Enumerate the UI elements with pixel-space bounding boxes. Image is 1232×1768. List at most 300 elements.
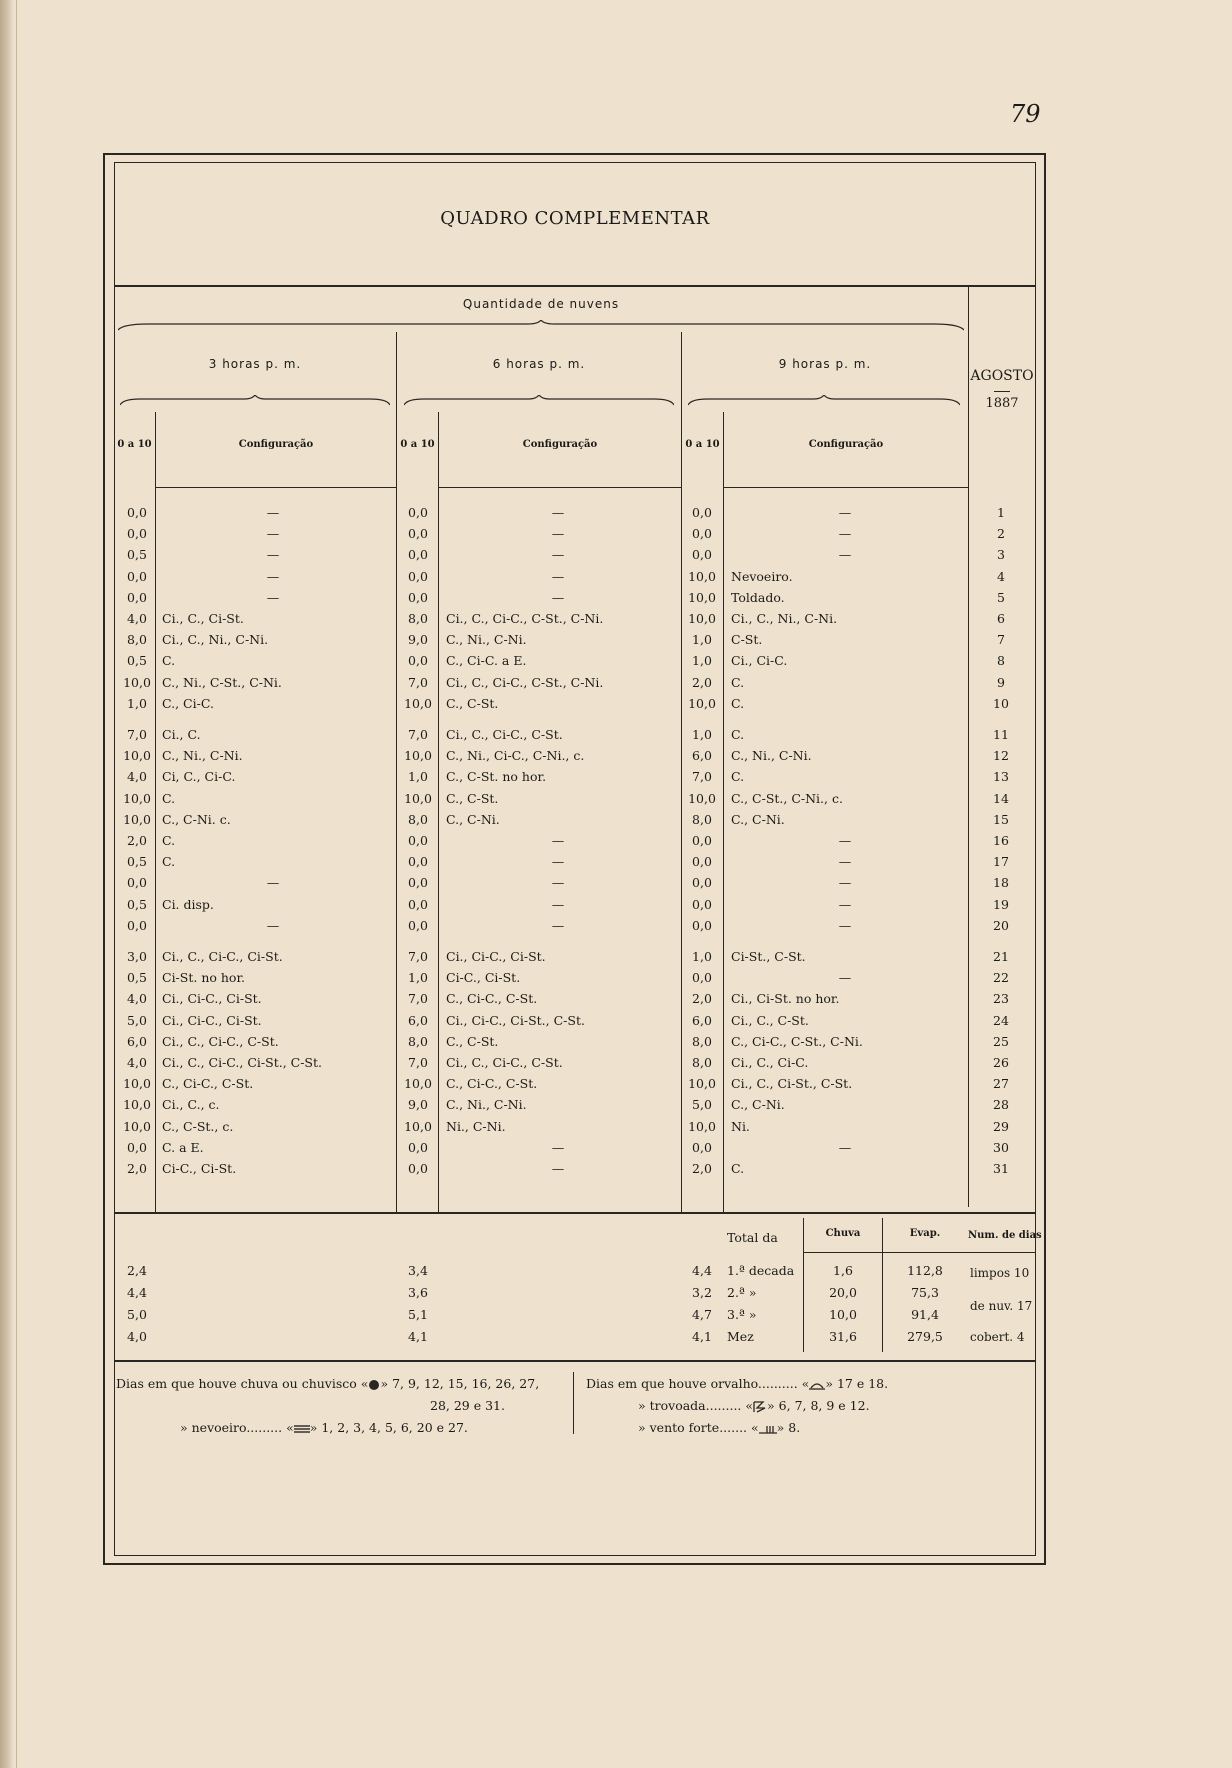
cloud-amount: 2,0: [127, 833, 147, 848]
cloud-amount: 0,0: [408, 897, 428, 912]
cloud-amount: 6,0: [127, 1034, 147, 1049]
cloud-amount: 0,0: [408, 569, 428, 584]
cloud-configuration: Ci., Ci-St. no hor.: [731, 991, 840, 1006]
evap-total: 112,8: [907, 1263, 943, 1278]
cloud-configuration: —: [838, 875, 852, 890]
cloud-amount: 1,0: [692, 632, 712, 647]
month-col-divider: [968, 285, 969, 1207]
cloud-configuration: Ci., C., Ci-C., Ci-St.: [162, 949, 283, 964]
cloud-configuration: Ni.: [731, 1119, 750, 1134]
notes-divider: [573, 1372, 574, 1434]
monthly-mean: 4,1: [692, 1329, 712, 1344]
cloud-configuration: Ci-St., C-St.: [731, 949, 806, 964]
numdias-header: Num. de dias: [968, 1230, 1042, 1241]
day-number: 6: [997, 611, 1005, 626]
day-number: 20: [993, 918, 1009, 933]
cloud-configuration: C.: [162, 854, 176, 869]
cloud-amount: 0,0: [127, 505, 147, 520]
cloud-configuration: C.: [162, 653, 176, 668]
cloud-configuration: C.: [731, 727, 745, 742]
summary-divider-chuva: [803, 1218, 804, 1352]
numdias-nuv: de nuv. 17: [970, 1299, 1033, 1313]
cloud-configuration: —: [551, 590, 565, 605]
month-label: AGOSTO: [970, 368, 1034, 384]
cloud-amount: 0,0: [692, 505, 712, 520]
cloud-amount: 2,0: [692, 1161, 712, 1176]
cloud-configuration: C., C-St.: [446, 696, 499, 711]
cloud-amount: 1,0: [692, 949, 712, 964]
period-label: 2.ª »: [727, 1285, 757, 1300]
cloud-amount: 0,0: [408, 833, 428, 848]
monthly-mean: 4,4: [692, 1263, 712, 1278]
cloud-configuration: Ci., Ci-C., Ci-St., C-St.: [446, 1013, 585, 1028]
brace-6pm: [404, 395, 674, 407]
cloud-amount: 0,5: [127, 653, 147, 668]
thunder-label: » trovoada.........: [638, 1398, 742, 1413]
header-bottom-rule: [723, 487, 968, 488]
evap-header: Evap.: [909, 1228, 941, 1239]
cloud-amount: 10,0: [688, 590, 716, 605]
cloud-amount: 0,0: [692, 970, 712, 985]
cloud-configuration: Ni., C-Ni.: [446, 1119, 506, 1134]
cloud-amount: 9,0: [408, 632, 428, 647]
day-number: 18: [993, 875, 1009, 890]
cloud-configuration: —: [551, 1140, 565, 1155]
rain-total: 31,6: [829, 1329, 857, 1344]
cloud-configuration: —: [838, 854, 852, 869]
cloud-configuration: —: [551, 505, 565, 520]
day-number: 31: [993, 1161, 1009, 1176]
cloud-configuration: C. a E.: [162, 1140, 204, 1155]
monthly-mean: 4,7: [692, 1307, 712, 1322]
day-number: 15: [993, 812, 1009, 827]
cloud-amount: 0,0: [127, 590, 147, 605]
rain-label: Dias em que houve chuva ou chuvisco: [116, 1376, 357, 1391]
day-number: 12: [993, 748, 1009, 763]
evap-total: 75,3: [911, 1285, 939, 1300]
cloud-configuration: Ci., C.: [162, 727, 201, 742]
cloud-configuration: —: [838, 505, 852, 520]
cloud-configuration: C.: [731, 769, 745, 784]
day-number: 22: [993, 970, 1009, 985]
cloud-amount: 0,0: [408, 547, 428, 562]
day-number: 30: [993, 1140, 1009, 1155]
monthly-mean: 3,6: [408, 1285, 428, 1300]
cloud-configuration: C., C-Ni. c.: [162, 812, 231, 827]
wind-notes: [638, 1420, 800, 1435]
cloud-amount: 0,5: [127, 547, 147, 562]
group-title: Quantidade de nuvens: [462, 297, 620, 311]
cloud-configuration: C.: [731, 675, 745, 690]
day-number: 4: [997, 569, 1005, 584]
cloud-configuration: Ci-St. no hor.: [162, 970, 246, 985]
rain-total: 1,6: [833, 1263, 853, 1278]
day-number: 9: [997, 675, 1005, 690]
cloud-configuration: C., C-St. no hor.: [446, 769, 547, 784]
cloud-configuration: Nevoeiro.: [731, 569, 793, 584]
cloud-configuration: Ci., Ci-C., Ci-St.: [162, 991, 262, 1006]
day-number: 29: [993, 1119, 1009, 1134]
title-rule: [114, 285, 1036, 287]
day-number: 16: [993, 833, 1009, 848]
cloud-configuration: C., Ci-C., C-St.: [446, 991, 538, 1006]
cloud-amount: 10,0: [123, 1119, 151, 1134]
cloud-amount: 8,0: [692, 812, 712, 827]
cloud-amount: 10,0: [123, 748, 151, 763]
cloud-configuration: C., Ni., C-Ni.: [446, 632, 527, 647]
cloud-amount: 4,0: [127, 769, 147, 784]
cloud-configuration: C., Ni., C-Ni.: [162, 748, 243, 763]
cloud-amount: 0,5: [127, 854, 147, 869]
cloud-amount: 10,0: [123, 675, 151, 690]
day-number: 17: [993, 854, 1009, 869]
day-number: 23: [993, 991, 1009, 1006]
cloud-amount: 6,0: [692, 748, 712, 763]
fog-icon: « »: [286, 1420, 322, 1435]
cloud-amount: 0,0: [408, 1161, 428, 1176]
cloud-amount: 10,0: [404, 1076, 432, 1091]
cloud-amount: 0,0: [692, 526, 712, 541]
cloud-configuration: —: [551, 526, 565, 541]
header-bottom-rule: [155, 487, 396, 488]
rain-days-cont: 28, 29 e 31.: [430, 1398, 505, 1413]
config-header-2: Configuração: [522, 439, 598, 450]
cloud-configuration: C.: [731, 696, 745, 711]
cloud-configuration: C., Ni., C-Ni.: [446, 1097, 527, 1112]
scale-header-3: 0 a 10: [685, 439, 720, 450]
scale-divider-2: [438, 412, 439, 1212]
cloud-configuration: C., Ci-C.: [162, 696, 214, 711]
cloud-configuration: —: [838, 547, 852, 562]
cloud-amount: 10,0: [404, 1119, 432, 1134]
cloud-amount: 8,0: [127, 632, 147, 647]
summary-top-rule: [114, 1212, 1036, 1214]
cloud-configuration: —: [551, 1161, 565, 1176]
cloud-configuration: Ci., C., Ci-St., C-St.: [731, 1076, 853, 1091]
cloud-amount: 7,0: [408, 949, 428, 964]
cloud-amount: 0,0: [692, 833, 712, 848]
day-number: 5: [997, 590, 1005, 605]
monthly-mean: 4,1: [408, 1329, 428, 1344]
day-number: 19: [993, 897, 1009, 912]
day-number: 14: [993, 791, 1009, 806]
cloud-amount: 6,0: [408, 1013, 428, 1028]
cloud-amount: 0,0: [692, 547, 712, 562]
cloud-amount: 10,0: [123, 1076, 151, 1091]
summary-header-rule: [803, 1252, 968, 1253]
cloud-configuration: —: [551, 547, 565, 562]
chuva-header: Chuva: [825, 1228, 861, 1239]
cloud-configuration: —: [266, 547, 280, 562]
day-number: 10: [993, 696, 1009, 711]
rain-days: 7, 9, 12, 15, 16, 26, 27,: [392, 1376, 540, 1391]
thunder-icon: « »: [745, 1398, 779, 1413]
cloud-amount: 7,0: [408, 991, 428, 1006]
config-header-1: Configuração: [238, 439, 314, 450]
day-number: 13: [993, 769, 1009, 784]
cloud-amount: 10,0: [688, 569, 716, 584]
cloud-configuration: —: [266, 505, 280, 520]
cloud-configuration: Ci. disp.: [162, 897, 214, 912]
monthly-mean: 3,4: [408, 1263, 428, 1278]
cloud-amount: 3,0: [127, 949, 147, 964]
cloud-configuration: C., C-St., c.: [162, 1119, 234, 1134]
cloud-amount: 0,0: [127, 918, 147, 933]
time-6pm: 6 horas p. m.: [492, 357, 586, 371]
scale-header-2: 0 a 10: [400, 439, 435, 450]
cloud-amount: 1,0: [408, 970, 428, 985]
cloud-amount: 8,0: [692, 1055, 712, 1070]
cloud-amount: 9,0: [408, 1097, 428, 1112]
book-spine: [0, 0, 14, 1768]
cloud-configuration: —: [551, 569, 565, 584]
year-label: 1887: [985, 396, 1019, 411]
cloud-configuration: Ci., C., Ci-C., C-St., C-Ni.: [446, 675, 604, 690]
cloud-amount: 10,0: [404, 748, 432, 763]
cloud-configuration: —: [838, 1140, 852, 1155]
cloud-configuration: C., Ni., C-St., C-Ni.: [162, 675, 282, 690]
cloud-amount: 5,0: [692, 1097, 712, 1112]
cloud-amount: 0,0: [692, 854, 712, 869]
cloud-amount: 4,0: [127, 611, 147, 626]
cloud-amount: 10,0: [688, 1076, 716, 1091]
cloud-configuration: Toldado.: [731, 590, 785, 605]
brace-3pm: [120, 395, 390, 407]
cloud-configuration: —: [266, 569, 280, 584]
monthly-mean: 4,4: [127, 1285, 147, 1300]
cloud-amount: 0,0: [127, 1140, 147, 1155]
table-title: QUADRO COMPLEMENTAR: [440, 208, 710, 229]
cloud-configuration: —: [838, 918, 852, 933]
cloud-amount: 0,0: [408, 918, 428, 933]
cloud-amount: 8,0: [692, 1034, 712, 1049]
rain-total: 20,0: [829, 1285, 857, 1300]
cloud-configuration: Ci., C., Ni., C-Ni.: [731, 611, 838, 626]
day-number: 21: [993, 949, 1009, 964]
cloud-configuration: Ci., C., Ci-St.: [162, 611, 244, 626]
cloud-amount: 0,0: [408, 526, 428, 541]
cloud-amount: 0,0: [692, 1140, 712, 1155]
notes-top-rule: [114, 1360, 1036, 1362]
numdias-header-rule: [968, 1252, 1036, 1253]
cloud-configuration: C., C-St.: [446, 1034, 499, 1049]
cloud-configuration: Ci, C., Ci-C.: [162, 769, 236, 784]
time-3pm: 3 horas p. m.: [208, 357, 302, 371]
cloud-amount: 2,0: [692, 991, 712, 1006]
cloud-amount: 0,5: [127, 897, 147, 912]
period-label: 3.ª »: [727, 1307, 757, 1322]
cloud-amount: 0,0: [692, 897, 712, 912]
cloud-configuration: Ci., C., Ci-C., C-St., C-Ni.: [446, 611, 604, 626]
total-header: Total da: [727, 1230, 778, 1245]
scale-divider-3: [723, 412, 724, 1212]
cloud-configuration: Ci., Ci-C., Ci-St.: [162, 1013, 262, 1028]
cloud-amount: 2,0: [692, 675, 712, 690]
evap-total: 91,4: [911, 1307, 939, 1322]
cloud-configuration: Ci., C., Ci-C., Ci-St., C-St.: [162, 1055, 322, 1070]
day-number: 25: [993, 1034, 1009, 1049]
cloud-amount: 8,0: [408, 611, 428, 626]
cloud-amount: 0,0: [408, 854, 428, 869]
day-number: 2: [997, 526, 1005, 541]
cloud-configuration: Ci., C., Ci-C., C-St.: [446, 727, 563, 742]
cloud-amount: 7,0: [408, 675, 428, 690]
cloud-configuration: —: [266, 918, 280, 933]
cloud-amount: 7,0: [127, 727, 147, 742]
period-label: 1.ª decada: [727, 1263, 795, 1278]
thunder-days: 6, 7, 8, 9 e 12.: [778, 1398, 870, 1413]
day-number: 8: [997, 653, 1005, 668]
cloud-configuration: —: [266, 526, 280, 541]
rain-total: 10,0: [829, 1307, 857, 1322]
fog-notes: [180, 1420, 468, 1435]
summary-divider-evap: [882, 1218, 883, 1352]
dew-label: Dias em que houve orvalho..........: [586, 1376, 798, 1391]
day-number: 11: [993, 727, 1009, 742]
wind-days: 8.: [788, 1420, 801, 1435]
cloud-amount: 0,0: [127, 526, 147, 541]
cloud-configuration: Ci., Ci-C., Ci-St.: [446, 949, 546, 964]
cloud-configuration: C., C-Ni.: [731, 812, 785, 827]
wind-label: » vento forte.......: [638, 1420, 748, 1435]
thunder-notes: [638, 1398, 870, 1413]
cloud-amount: 0,0: [408, 875, 428, 890]
dew-icon: « »: [801, 1376, 837, 1391]
cloud-configuration: Ci., C., c.: [162, 1097, 220, 1112]
cloud-configuration: C.: [731, 1161, 745, 1176]
brace-9pm: [688, 395, 960, 407]
cloud-configuration: —: [266, 875, 280, 890]
cloud-amount: 10,0: [688, 611, 716, 626]
cloud-configuration: Ci., Ci-C.: [731, 653, 788, 668]
cloud-configuration: —: [551, 875, 565, 890]
cloud-amount: 7,0: [408, 727, 428, 742]
group-brace: [118, 320, 964, 332]
cloud-amount: 1,0: [692, 727, 712, 742]
cloud-amount: 7,0: [692, 769, 712, 784]
evap-total: 279,5: [907, 1329, 943, 1344]
cloud-configuration: Ci-C., Ci-St.: [162, 1161, 237, 1176]
cloud-amount: 7,0: [408, 1055, 428, 1070]
day-number: 24: [993, 1013, 1009, 1028]
config-header-3: Configuração: [808, 439, 884, 450]
monthly-mean: 5,0: [127, 1307, 147, 1322]
cloud-configuration: C., C-St.: [446, 791, 499, 806]
cloud-configuration: C.: [162, 833, 176, 848]
page-number: 79: [1010, 100, 1041, 128]
header-bottom-rule: [438, 487, 681, 488]
cloud-configuration: C., C-Ni.: [446, 812, 500, 827]
wind-icon: « »: [751, 1420, 789, 1435]
cloud-amount: 2,0: [127, 1161, 147, 1176]
cloud-amount: 5,0: [127, 1013, 147, 1028]
cloud-amount: 0,0: [408, 653, 428, 668]
cloud-configuration: C.: [162, 791, 176, 806]
cloud-configuration: —: [551, 918, 565, 933]
cloud-amount: 10,0: [404, 696, 432, 711]
time-divider-1: [396, 332, 397, 1212]
monthly-mean: 3,2: [692, 1285, 712, 1300]
cloud-amount: 10,0: [123, 791, 151, 806]
fog-label: » nevoeiro.........: [180, 1420, 283, 1435]
day-number: 27: [993, 1076, 1009, 1091]
cloud-amount: 0,5: [127, 970, 147, 985]
rain-icon: « »: [360, 1376, 393, 1391]
cloud-configuration: Ci., C., Ci-C., C-St.: [446, 1055, 563, 1070]
cloud-amount: 10,0: [688, 696, 716, 711]
day-number: 7: [997, 632, 1005, 647]
day-number: 1: [997, 505, 1005, 520]
cloud-amount: 0,0: [692, 875, 712, 890]
cloud-configuration: C., Ci-C., C-St.: [162, 1076, 254, 1091]
day-number: 3: [997, 547, 1005, 562]
period-label: Mez: [727, 1329, 754, 1344]
numdias-cobert: cobert. 4: [970, 1330, 1025, 1344]
cloud-configuration: C., Ci-C., C-St.: [446, 1076, 538, 1091]
cloud-amount: 10,0: [688, 791, 716, 806]
cloud-configuration: —: [551, 833, 565, 848]
monthly-mean: 5,1: [408, 1307, 428, 1322]
cloud-amount: 1,0: [127, 696, 147, 711]
cloud-configuration: C., Ci-C., C-St., C-Ni.: [731, 1034, 863, 1049]
cloud-configuration: —: [838, 526, 852, 541]
cloud-amount: 8,0: [408, 1034, 428, 1049]
cloud-amount: 6,0: [692, 1013, 712, 1028]
cloud-amount: 1,0: [408, 769, 428, 784]
cloud-amount: 0,0: [408, 1140, 428, 1155]
cloud-amount: 10,0: [688, 1119, 716, 1134]
cloud-configuration: Ci., C., Ci-C.: [731, 1055, 809, 1070]
monthly-mean: 2,4: [127, 1263, 147, 1278]
cloud-configuration: —: [551, 854, 565, 869]
cloud-configuration: C., C-Ni.: [731, 1097, 785, 1112]
cloud-amount: 1,0: [692, 653, 712, 668]
cloud-configuration: Ci., C., Ci-C., C-St.: [162, 1034, 279, 1049]
cloud-amount: 0,0: [127, 875, 147, 890]
dew-notes: [586, 1376, 888, 1391]
dew-days: 17 e 18.: [836, 1376, 889, 1391]
cloud-amount: 10,0: [123, 1097, 151, 1112]
day-number: 26: [993, 1055, 1009, 1070]
cloud-configuration: C., Ci-C. a E.: [446, 653, 527, 668]
cloud-configuration: C., Ni., C-Ni.: [731, 748, 812, 763]
time-divider-2: [681, 332, 682, 1212]
cloud-configuration: —: [838, 897, 852, 912]
cloud-configuration: —: [838, 833, 852, 848]
cloud-amount: 10,0: [404, 791, 432, 806]
cloud-configuration: Ci-C., Ci-St.: [446, 970, 521, 985]
cloud-configuration: Ci., C., C-St.: [731, 1013, 809, 1028]
cloud-amount: 4,0: [127, 1055, 147, 1070]
month-year-rule: [994, 391, 1010, 392]
cloud-amount: 10,0: [123, 812, 151, 827]
cloud-configuration: —: [838, 970, 852, 985]
scale-header-1: 0 a 10: [117, 439, 152, 450]
cloud-amount: 0,0: [127, 569, 147, 584]
fog-days: 1, 2, 3, 4, 5, 6, 20 e 27.: [321, 1420, 468, 1435]
numdias-limpos: limpos 10: [970, 1266, 1030, 1280]
monthly-mean: 4,0: [127, 1329, 147, 1344]
cloud-configuration: C., Ni., Ci-C., C-Ni., c.: [446, 748, 585, 763]
day-number: 28: [993, 1097, 1009, 1112]
time-9pm: 9 horas p. m.: [778, 357, 872, 371]
cloud-configuration: —: [551, 897, 565, 912]
cloud-amount: 0,0: [408, 590, 428, 605]
cloud-amount: 0,0: [408, 505, 428, 520]
cloud-amount: 8,0: [408, 812, 428, 827]
cloud-configuration: —: [266, 590, 280, 605]
cloud-amount: 4,0: [127, 991, 147, 1006]
